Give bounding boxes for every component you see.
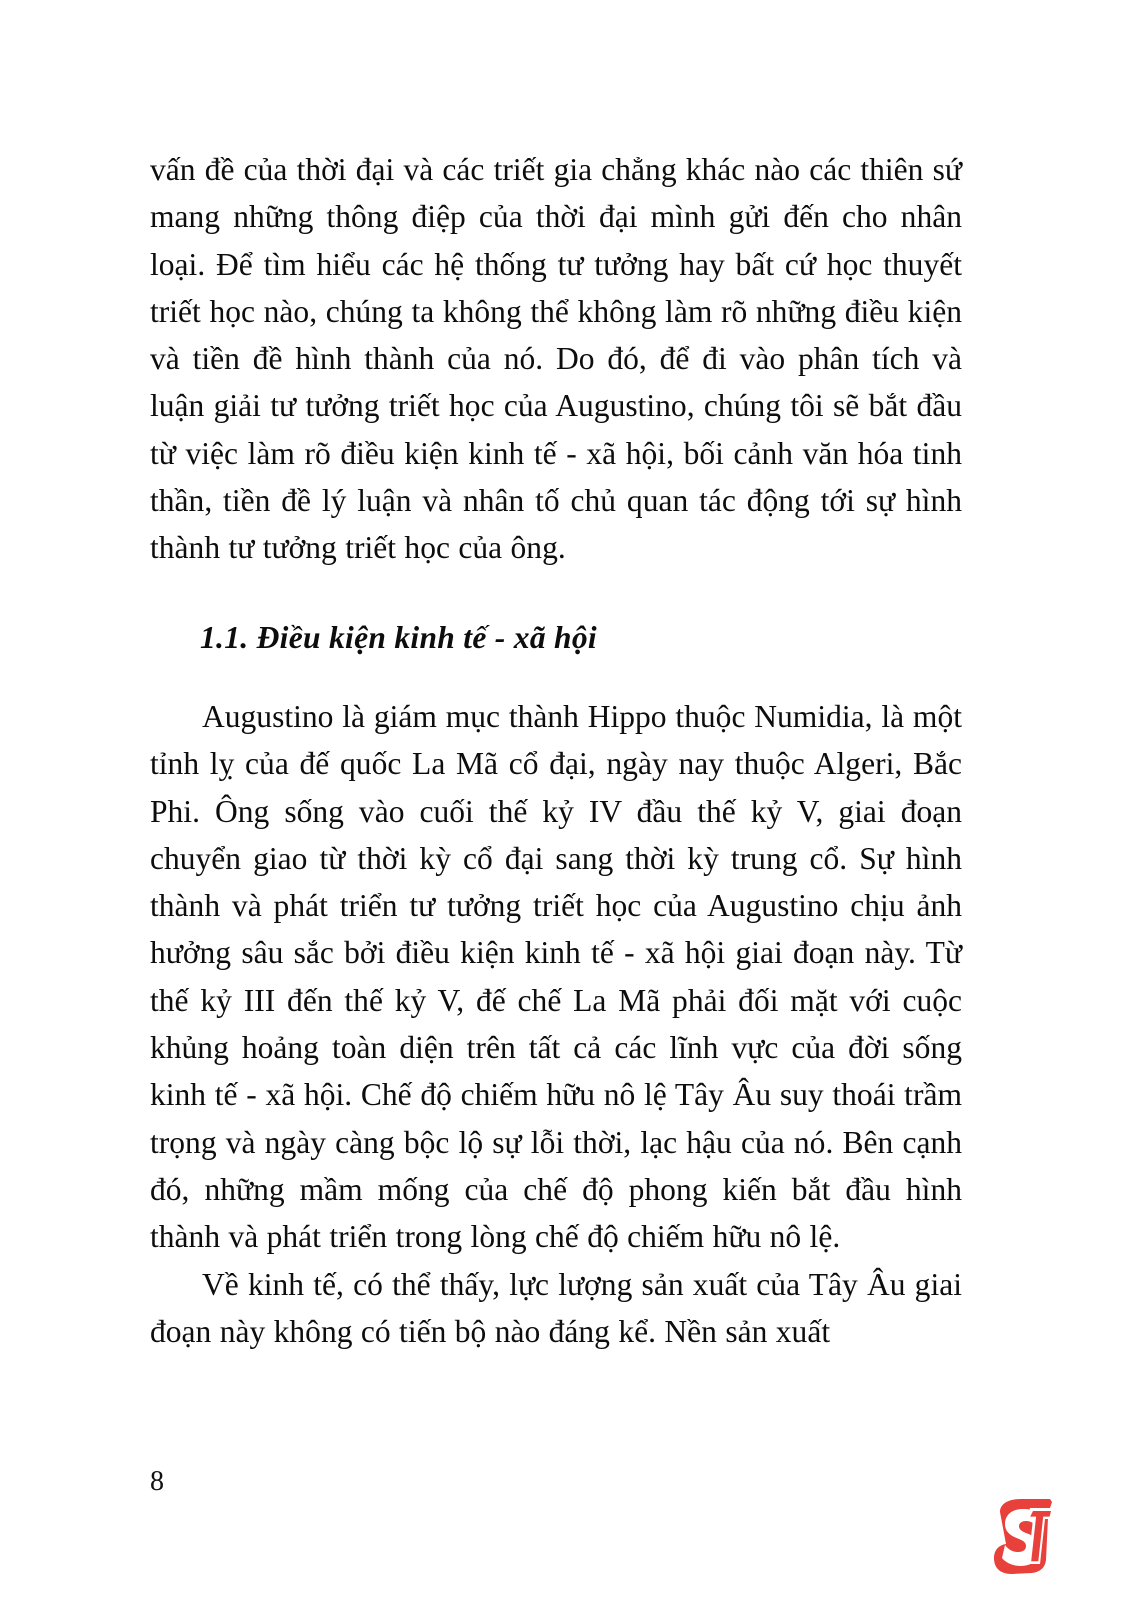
spacer-after-heading: [150, 661, 962, 693]
page-content: [150, 146, 962, 1355]
body-paragraph-1: vấn đề của thời đại và các triết gia chẳng khác nào các thiên sứ mang những thông điệp của thời đại mình gửi đến cho nhân loại. Để tìm hiểu các hệ thống tư tưởng hay bất cứ học thuyết triết học nào, chúng ta không thể không làm rõ những điều kiện và tiền đề hình thành của nó. Do đó, để đi vào phân tích và luận giải tư tưởng triết học của Augustino, chúng tôi sẽ bắt đầu từ việc làm rõ điều kiện kinh tế - xã hội, bối cảnh văn hóa tinh thần, tiền đề lý luận và nhân tố chủ quan tác động tới sự hình thành tư tưởng triết học của ông.: [150, 152, 962, 566]
body-paragraph-2: Augustino là giám mục thành Hippo thuộc Numidia, là một tỉnh lỵ của đế quốc La Mã cổ đại, ngày nay thuộc Algeri, Bắc Phi. Ông sống vào cuối thế kỷ IV đầu thế kỷ V, giai đoạn chuyển giao từ thời kỳ cổ đại sang thời kỳ trung cổ. Sự hình thành và phát triển tư tưởng triết học của Augustino chịu ảnh hưởng sâu sắc bởi điều kiện kinh tế - xã hội giai đoạn này. Từ thế kỷ III đến thế kỷ V, đế chế La Mã phải đối mặt với cuộc khủng hoảng toàn diện trên tất cả các lĩnh vực của đời sống kinh tế - xã hội. Chế độ chiếm hữu nô lệ Tây Âu suy thoái trầm trọng và ngày càng bộc lộ sự lỗi thời, lạc hậu của nó. Bên cạnh đó, những mầm mống của chế độ phong kiến bắt đầu hình thành và phát triển trong lòng chế độ chiếm hữu nô lệ.: [150, 698, 962, 1255]
spacer-before-heading: [150, 572, 962, 614]
body-paragraph-3: Về kinh tế, có thể thấy, lực lượng sản xuất của Tây Âu giai đoạn này không có tiến bộ nào đáng kể. Nền sản xuất: [150, 1266, 962, 1349]
st-publisher-logo-icon: [990, 1498, 1056, 1576]
st-logo-svg: [990, 1498, 1056, 1576]
section-heading-1-1: 1.1. Điều kiện kinh tế - xã hội: [200, 619, 597, 655]
page-number: 8: [150, 1466, 164, 1497]
